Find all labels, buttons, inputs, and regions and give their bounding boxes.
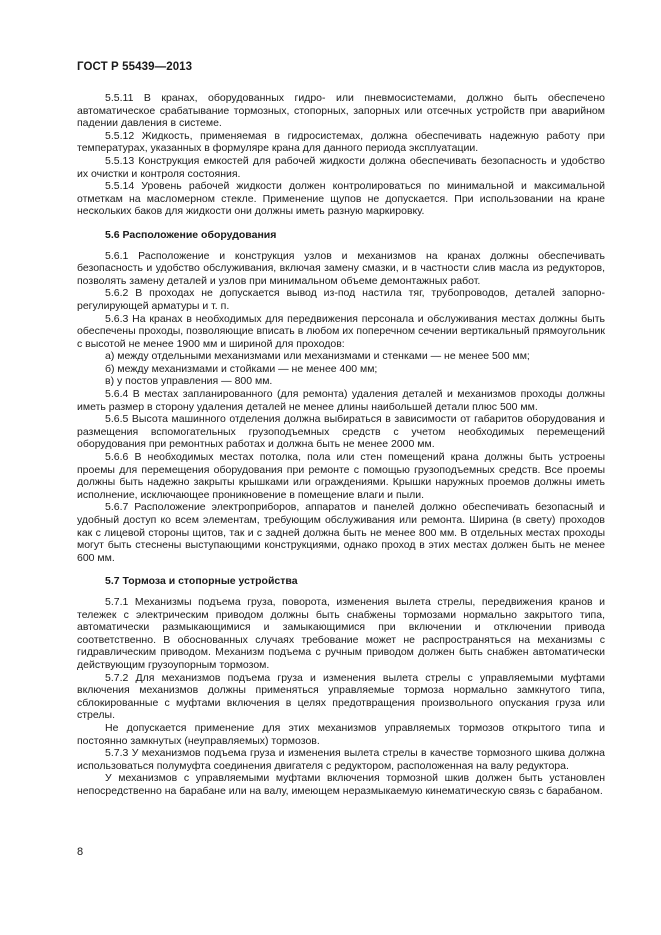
document-body bbox=[77, 92, 605, 797]
paragraph: 5.6.1 Расположение и конструкция узлов и механизмов на кранах должны обеспечивать безопасность и удобство обслуживания, включая замену смазки, и в частности слив масла из редукторов, позволять замену деталей и узлов при минимальном объеме демонтажных работ. bbox=[77, 249, 605, 287]
paragraph: 5.7.1 Механизмы подъема груза, поворота, изменения вылета стрелы, передвижения кранов и тележек с электрическим приводом должны быть снабжены тормозами нормально закрытого типа, автоматически размыкающимися и замыкающимися при включении и отключении привода соответственно. В обоснованных случаях требование может не распространяться на механизмы с гидравлическим приводом. Механизм подъема с ручным приводом должен быть снабжен автоматически действующим грузоупорным тормозом. bbox=[77, 595, 605, 671]
paragraph: Не допускается применение для этих механизмов управляемых тормозов открытого типа и постоянно замкнутых (неуправляемых) тормозов. bbox=[77, 721, 605, 747]
paragraph: 5.6.7 Расположение электроприборов, аппаратов и панелей должно обеспечивать безопасный и удобный доступ ко всем элементам, требующим обслуживания или ремонта. Ширина (в свету) проходов как с лицевой стороны щитов, так и с задней должна быть не менее 800 мм. В отдельных местах проходы могут быть стеснены выступающими конструкциями, однако проход в этих местах должен быть не менее 600 мм. bbox=[77, 501, 605, 564]
page-number: 8 bbox=[77, 846, 84, 858]
paragraph: а) между отдельными механизмами или механизмами и стенками — не менее 500 мм; bbox=[105, 350, 530, 363]
paragraph: 5.7.3 У механизмов подъема груза и изменения вылета стрелы в качестве тормозного шкива должна использоваться полумуфта соединения двигателя с редуктором, расположенная на валу редуктора. bbox=[77, 747, 605, 772]
paragraph: 5.7.2 Для механизмов подъема груза и изменения вылета стрелы с управляемыми муфтами включения механизмов должны применяться управляемые тормоза нормально замкнутого типа, сблокированные с муфтами включения в целях предотвращения произвольного опускания груза или стрелы. bbox=[77, 671, 605, 722]
paragraph: 5.6.3 На кранах в необходимых для передвижения персонала и обслуживания местах должны быть обеспечены проходы, позволяющие вписать в любом их поперечном сечении вертикальный прямоугольник с высотой не менее 1900 мм и шириной для проходов: bbox=[77, 312, 605, 350]
paragraph: 5.5.14 Уровень рабочей жидкости должен контролироваться по минимальной и максимальной отметкам на масломерном стекле. Применение щупов не допускается. При использовании на кране нескольких баков для жидкости они должны иметь разную маркировку. bbox=[77, 180, 605, 218]
paragraph: 5.6.6 В необходимых местах потолка, пола или стен помещений крана должны быть устроены проемы для перемещения оборудования при ремонте с помощью грузоподъемных средств. Все проемы должны быть надежно закрыты крышками или ограждениями. Крышки наружных проемов должны иметь исполнение, исключающее проникновение в помещение влаги и пыли. bbox=[77, 451, 605, 501]
section-heading: 5.7 Тормоза и стопорные устройства bbox=[105, 575, 298, 588]
paragraph: 5.6.4 В местах запланированного (для ремонта) удаления деталей и механизмов проходы должны иметь размер в сторону удаления деталей не менее длины наибольшей детали плюс 500 мм. bbox=[77, 388, 605, 413]
paragraph: У механизмов с управляемыми муфтами включения тормозной шкив должен быть установлен непосредственно на барабане или на валу, имеющем неразмыкаемую кинематическую связь с барабаном. bbox=[77, 772, 605, 797]
section-heading: 5.6 Расположение оборудования bbox=[105, 228, 277, 241]
paragraph: 5.6.2 В проходах не допускается вывод из-под настила тяг, трубопроводов, деталей запорно-регулирующей арматуры и т. п. bbox=[77, 287, 605, 312]
paragraph: в) у постов управления — 800 мм. bbox=[105, 375, 273, 388]
document-header: ГОСТ Р 55439—2013 bbox=[77, 61, 193, 73]
paragraph: б) между механизмами и стойками — не менее 400 мм; bbox=[105, 362, 378, 375]
paragraph: 5.5.11 В кранах, оборудованных гидро- или пневмосистемами, должно быть обеспечено автоматическое срабатывание тормозных, стопорных, запорных или отсечных устройств при аварийном падении давления в системе. bbox=[77, 92, 605, 130]
paragraph: 5.5.13 Конструкция емкостей для рабочей жидкости должна обеспечивать безопасность и удобство их очистки и контроля состояния. bbox=[77, 154, 605, 180]
paragraph: 5.6.5 Высота машинного отделения должна выбираться в зависимости от габаритов оборудования и размещения вспомогательных грузоподъемных средств с учетом необходимых перемещений оборудования при ремонтных работах и должна быть не менее 2000 мм. bbox=[77, 413, 605, 451]
paragraph: 5.5.12 Жидкость, применяемая в гидросистемах, должна обеспечивать надежную работу при температурах, указанных в формуляре крана для данного периода эксплуатации. bbox=[77, 129, 605, 155]
